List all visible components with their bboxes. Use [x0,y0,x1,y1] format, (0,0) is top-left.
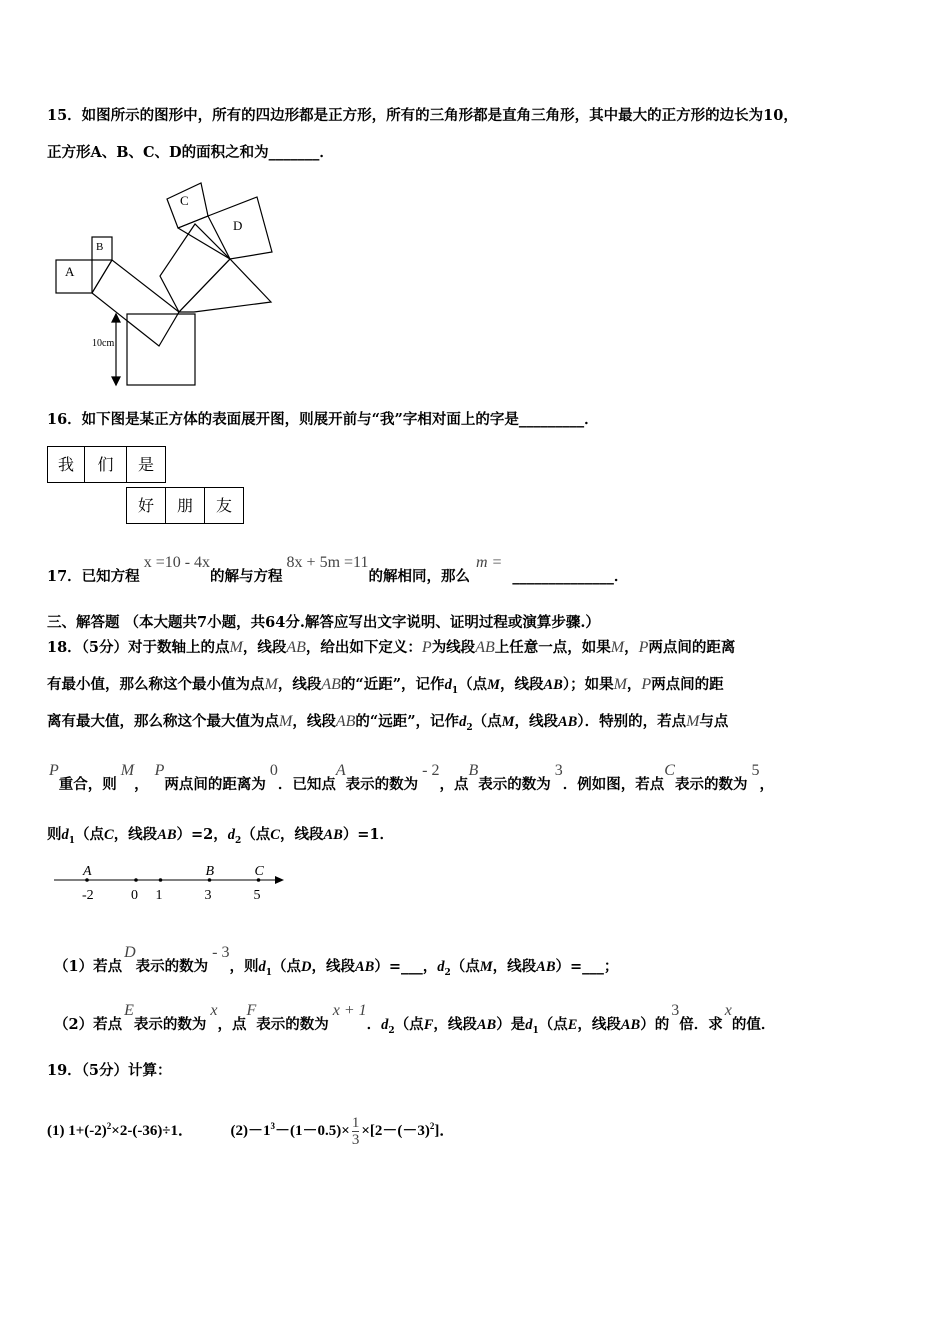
number-line-label-B: B [205,864,215,879]
number-line-point-1 [134,878,138,882]
q18-line4: P重合，则M，P两点间的距离为0．已知点A表示的数为- 2，点B表示的数为3．例如图，若点C表示的数为5， [49,762,774,793]
q18-line5: 则$d_1$（点C，线段AB）=2，$d_2$（点C，线段AB）=1． [47,826,395,846]
q18-part2: （2）若点E表示的数为x，点F表示的数为x + 1．$d_2$（点F，线段AB）是$d_1$（点E，线段AB）的3倍．求x的值． [54,1002,776,1036]
square-largest [127,314,195,385]
q16-text: 16．如下图是某正方体的表面展开图，则展开前与“我”字相对面上的字是_________． [47,411,599,428]
label-D: D [233,218,243,233]
q15-line2: 正方形A、B、C、D的面积之和为_______． [47,144,334,161]
number-line [52,860,292,906]
number-line-value-4: 5 [253,888,261,903]
number-line-value-2: 1 [155,888,163,903]
net-cell-1: 我 [47,446,85,483]
net-cell-3: 是 [126,446,166,483]
q17-eq2: 8x + 5m =11 [286,554,369,571]
square-right [179,259,271,312]
q18-line3: 离有最大值，那么称这个最大值为点M，线段AB的“远距”，记作$d_2$（点M，线段AB）．特别的，若点M与点 [47,713,729,733]
pythagoras-tree-figure [50,180,280,390]
net-cell-6: 友 [204,487,244,524]
label-10cm: 10cm [92,338,115,349]
label-A: A [65,264,75,279]
q15-line1: 15．如图所示的图形中，所有的四边形都是正方形，所有的三角形都是直角三角形，其中最大的正方形的边长为10， [47,107,798,124]
q19-exprs [47,1115,454,1148]
number-line-value-0: -2 [82,888,94,903]
label-B: B [96,241,104,253]
number-line-label-A: A [83,864,92,879]
label-C: C [180,193,189,208]
q18-line1: 18．（5分）对于数轴上的点M，线段AB，给出如下定义：P为线段AB上任意一点，如果M，P两点间的距离 [47,639,736,656]
number-line-value-3: 3 [204,888,212,903]
q19-expr1: (1) $1+(-2)^2\times 2-(-36)\div 1$． [47,1120,194,1139]
net-cell-4: 好 [126,487,166,524]
q19-title: 19．（5分）计算： [47,1062,172,1079]
cube-net [47,446,247,526]
section-header: 三、解答题 （本大题共7小题，共64分.解答应写出文字说明、证明过程或演算步骤.） [47,614,600,631]
q17-eq3: m = [475,554,503,571]
q19-expr2: $(2)-1^3-(1-0.5)\times$ $\frac{1}{3}$ $\times[2-(-3)^2]$． [230,1115,455,1148]
number-line-point-2 [159,878,163,882]
square-left [92,260,179,346]
q17-eq1: x =10 - 4x [143,554,211,571]
q18-line2: 有最小值，那么称这个最小值为点M，线段AB的“近距”，记作$d_1$（点M，线段AB）；如果M，P两点间的距 [47,676,724,696]
net-cell-5: 朋 [165,487,205,524]
net-cell-2: 们 [84,446,127,483]
q17-line: 17．已知方程x =10 - 4x的解与方程8x + 5m =11的解相同，那么m =______________． [47,554,629,585]
number-line-label-C: C [254,864,264,879]
q18-part1: （1）若点D表示的数为- 3，则$d_1$（点D，线段AB）=___，$d_2$（点M，线段AB）=___； [54,944,619,978]
number-line-value-1: 0 [131,888,138,903]
fraction-one-third: $\frac{1}{3}$ [351,1115,360,1148]
